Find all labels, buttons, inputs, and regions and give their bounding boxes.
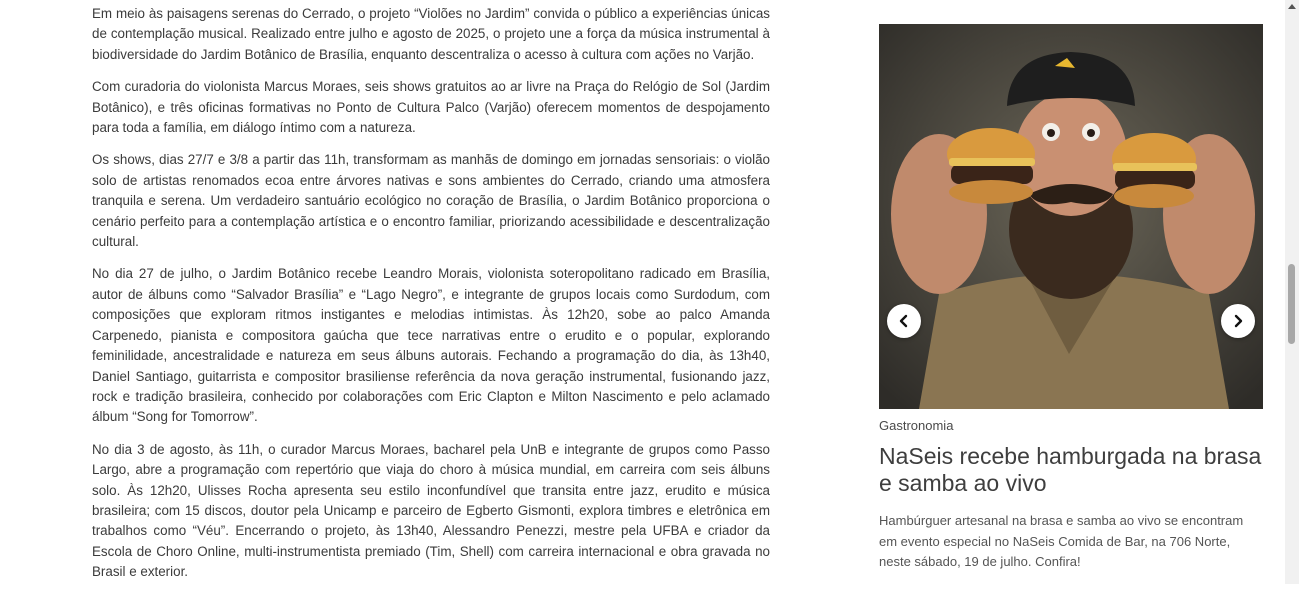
article-paragraph: Em meio às paisagens serenas do Cerrado, o projeto “Violões no Jardim” convida o público a experiências únicas de contemplação musical. Realizado entre julho e agosto de 2025, o projeto une a força da música instrumental à biodiversidade do Jardim Botânico de Brasília, enquanto descentraliza o acesso à cultura com ações no Varjão. [92,6,770,62]
page-scrollbar[interactable] [1285,0,1299,584]
carousel-next-button[interactable] [1221,304,1255,338]
chevron-left-icon [897,314,911,328]
article-headline[interactable]: NaSeis recebe hamburgada na brasa e samba ao vivo [879,443,1262,496]
article-paragraph: Com curadoria do violonista Marcus Moraes, seis shows gratuitos ao ar livre na Praça do Relógio de Sol (Jardim Botânico), e três oficinas formativas no Ponto de Cultura Palco (Varjão) oferecem momentos de despojamento para toda a família, em diálogo íntimo com a natureza. [92,79,770,136]
scroll-up-arrow-icon[interactable] [1288,4,1296,9]
article-photo[interactable] [879,24,1263,409]
related-article-card[interactable] [879,24,1263,573]
article-paragraph: No dia 3 de agosto, às 11h, o curador Marcus Moraes, bacharel pela UnB e integrante de grupos como Passo Largo, abre a programação com repertório que viaja do choro à música mundial, em carreira com seis álbuns solo. Às 12h20, Ulisses Rocha apresenta seu estilo inconfundível que transita entre jazz, erudito e música brasileira; com 15 discos, doutor pela Unicamp e parceiro de Egberto Gismonti, explora timbres e eletrônica em trabalhos como “Véu”. Encerrando o projeto, às 13h40, Alessandro Penezzi, mestre pela UFBA e criador da Escola de Choro Online, multi-instrumentista premiado (Tim, Shell) com carreira internacional e obra gravada no Brasil e exterior. [92,441,770,580]
article-category[interactable]: Gastronomia [879,418,954,433]
carousel-prev-button[interactable] [887,304,921,338]
article-teaser: Hambúrguer artesanal na brasa e samba ao vivo se encontram em evento especial no NaSeis Comida de Bar, na 706 Norte, neste sábado, 19 de julho. Confira! [879,513,1244,569]
chevron-right-icon [1231,314,1245,328]
scrollbar-thumb[interactable] [1288,264,1295,344]
image-carousel[interactable] [879,24,1263,409]
article-paragraph: No dia 27 de julho, o Jardim Botânico recebe Leandro Morais, violonista soteropolitano radicado em Brasília, autor de álbuns como “Salvador Brasília” e “Lago Negro”, e integrante de grupos locais como Surdodum, com composições que exploram ritmos instigantes e melodias intimistas. Às 12h20, sobe ao palco Amanda Carpenedo, pianista e compositora gaúcha que tece narrativas entre o erudito e o popular, explorando feminilidade, ancestralidade e natureza em seus álbuns autorais. Fechando a programação do dia, às 13h40, Daniel Santiago, guitarrista e compositor brasiliense referência da nova geração instrumental, fusionando jazz, rock e tradição brasileira, conhecido por colaborações com Eric Clapton e Milton Nascimento e pelo aclamado álbum “Song for Tomorrow”. [92,266,770,425]
article-paragraph: Os shows, dias 27/7 e 3/8 a partir das 11h, transformam as manhãs de domingo em jornadas sensoriais: o violão solo de artistas renomados ecoa entre árvores nativas e sons ambientes do Cerrado, criando uma atmosfera tranquila e serena. Um verdadeiro santuário ecológico no coração de Brasília, o Jardim Botânico proporciona o cenário perfeito para a contemplação artística e o encontro familiar, priorizando acessibilidade e descentralização cultural. [92,152,770,250]
article-body [92,4,770,595]
